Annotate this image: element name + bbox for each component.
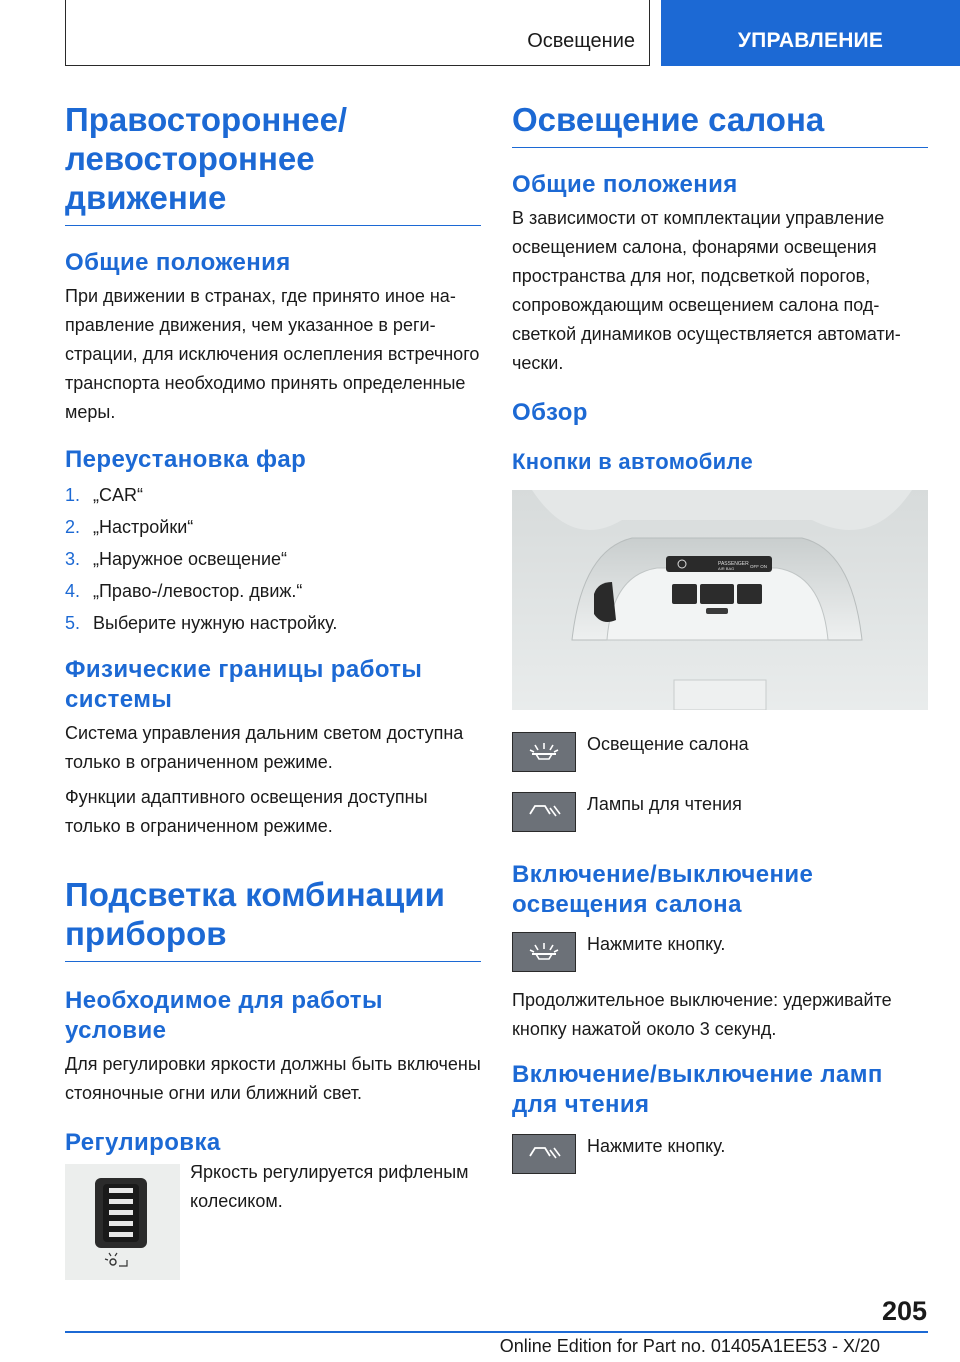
step-text: „Право-/левостор. движ.“ [93,581,303,601]
list-item [65,607,481,639]
airbag-label: AIR BAG [718,566,735,571]
heading-general-left: Общие положения [65,249,291,276]
reset-steps-list [65,479,481,639]
interior-light-legend [512,732,928,772]
general-text-right: В зависимости от комплектации управление освещением салона, фонарями освещения пространства для ног, подсветкой порогов, сопровождающим освещением салона подсветкой динамиков осуществляется автоматически. [512,208,901,373]
step-number: 2. [65,517,81,537]
reading-light-icon [512,792,576,832]
step-text: „CAR“ [93,485,143,505]
header-chapter-tab [661,0,960,66]
press-interior-row [512,932,928,972]
dimmer-wheel-icon [65,1164,180,1280]
step-number: 4. [65,581,81,601]
reading-light-legend [512,792,928,832]
adjustment-text: Яркость регулируется рифленым колесиком. [190,1162,469,1211]
heading-vehicle-buttons: Кнопки в автомобиле [512,449,753,474]
heading-interior-onoff: Включение/выключение освещения салона [512,861,814,918]
heading-instrument-lighting: Подсветка комбинации приборов [65,875,481,962]
heading-reading-onoff: Включение/выключение ламп для чтения [512,1061,883,1118]
header-section-box [65,0,650,66]
footer-edition: Online Edition for Part no. 01405A1EE53 - X/20 [499,1336,880,1356]
interior-light-icon [512,932,576,972]
right-column [512,100,928,1174]
adjustment-row [65,1164,481,1280]
overhead-console-photo [512,490,928,710]
list-item [65,479,481,511]
heading-general-right: Общие положения [512,171,738,198]
overhead-console-image [512,490,928,710]
step-number: 5. [65,613,81,633]
prerequisite-text: Для регулировки яркости должны быть включены стояночные огни или ближний свет. [65,1054,481,1103]
list-item [65,511,481,543]
heading-traffic-side: Правостороннее/ левостороннее движение [65,100,481,226]
step-number: 3. [65,549,81,569]
off-on-label: OFF ON [750,564,767,569]
press-button-text-1: Нажмите кнопку. [587,934,726,954]
heading-system-limits: Физические границы работы системы [65,656,423,713]
reading-lights-label: Лампы для чтения [587,794,742,814]
limits-text-1: Система управления дальним светом доступна только в ограниченном режиме. [65,723,464,772]
dimmer-wheel-image [65,1164,180,1280]
list-item [65,575,481,607]
press-reading-row [512,1134,928,1174]
list-item [65,543,481,575]
page-number: 205 [881,1296,927,1326]
general-text-left: При движении в странах, где принято иное направление движения, чем указанное в регистрации, для исключения ослепления встречного транспорта необходимо принять определенные меры. [65,286,480,422]
step-text: „Наружное освещение“ [93,549,288,569]
reading-light-icon [512,1134,576,1174]
limits-text-2: Функции адаптивного освещения доступны только в ограниченном режиме. [65,787,428,836]
heading-adjustment: Регулировка [65,1129,221,1156]
heading-interior-lighting: Освещение салона [512,100,928,148]
interior-light-icon [512,732,576,772]
step-text: „Настройки“ [93,517,194,537]
passenger-airbag-label: PASSENGER [718,561,749,567]
heading-prerequisite: Необходимое для работы условие [65,987,383,1044]
footer-divider [65,1331,928,1333]
heading-headlight-reset: Переустановка фар [65,446,307,473]
header-chapter-label: УПРАВЛЕНИЕ [737,29,884,52]
step-number: 1. [65,485,81,505]
interior-light-label: Освещение салона [587,734,749,754]
long-off-text: Продолжительное выключение: удерживайте кнопку нажатой около 3 секунд. [512,990,892,1039]
press-button-text-2: Нажмите кнопку. [587,1136,726,1156]
step-text: Выберите нужную настройку. [93,613,338,633]
heading-overview: Обзор [512,399,588,426]
left-column [65,100,481,1280]
header-section-title: Освещение [527,30,635,52]
